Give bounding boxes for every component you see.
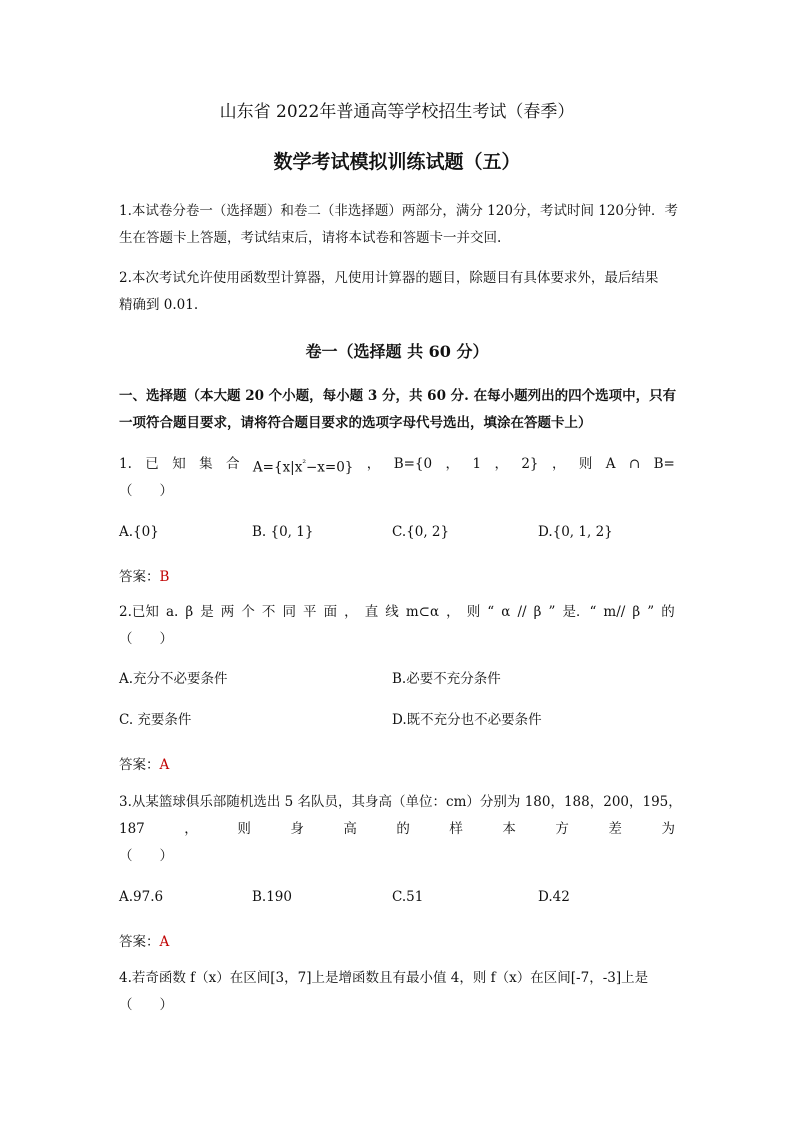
question-2-token: //: [517, 604, 527, 620]
question-3-token: 样: [449, 821, 463, 837]
question-2-token: ”: [647, 604, 655, 620]
question-1-token: 已: [145, 456, 159, 472]
question-2-token: 平: [303, 604, 317, 620]
question-1-token: 合: [226, 456, 240, 472]
question-2-option-c: C. 充要条件: [119, 712, 192, 728]
question-3-option-d: D.42: [538, 889, 570, 905]
question-3-token: 则: [237, 821, 251, 837]
question-1-token: $A=\{x|x^{^2}-x=0\}$: [252, 459, 354, 476]
question-1-token: 则: [578, 456, 593, 472]
question-1-answer-value: B: [159, 569, 170, 585]
question-2-token: a.: [165, 604, 179, 620]
question-2-token: 不: [261, 604, 276, 620]
question-2-token: 面: [323, 604, 338, 620]
question-2-option-b: B.必要不充分条件: [392, 671, 501, 687]
question-2-token: ”: [548, 604, 556, 620]
question-2-token: β: [632, 604, 641, 620]
question-2-token: ，: [446, 604, 460, 620]
question-1-option-b: B. {0, 1}: [252, 524, 314, 540]
question-2-token: ，: [344, 604, 358, 620]
question-2-token: 直: [364, 604, 379, 620]
question-1-option-a: A.{0}: [119, 524, 159, 540]
question-2-token: 个: [241, 604, 255, 620]
question-1-blank: （ ）: [119, 483, 173, 499]
note-2-line-2: 精确到 0.01.: [119, 297, 199, 313]
question-3-token: 本: [502, 821, 516, 837]
question-4-stem-line-1: 4.若奇函数 f（x）在区间[3，7]上是增函数且有最小值 4，则 f（x）在区间[-7，-3]上是: [119, 970, 649, 986]
question-3-token: 的: [396, 821, 410, 837]
question-2-token: 线: [385, 604, 399, 620]
question-3-token: ，: [184, 821, 198, 837]
question-2-option-d: D.既不充分也不必要条件: [392, 712, 542, 728]
question-3-option-a: A.97.6: [119, 889, 164, 905]
question-2-token: 的: [661, 604, 675, 620]
question-3-token: 差: [608, 821, 622, 837]
question-1-option-c: C.{0, 2}: [392, 524, 450, 540]
question-3-answer: 答案：A: [119, 934, 170, 950]
question-3-token: 高: [343, 821, 357, 837]
question-1-token: 1: [472, 456, 482, 472]
note-1-line-1: 1.本试卷分卷一（选择题）和卷二（非选择题）两部分，满分 120分，考试时间 120分钟．考: [119, 203, 678, 219]
question-1-token: 知: [172, 456, 186, 472]
question-3-token: 身: [290, 821, 304, 837]
exam-paper-title: 数学考试模拟训练试题（五）: [273, 151, 521, 173]
question-1-answer: 答案：B: [119, 569, 170, 585]
question-3-token: 方: [555, 821, 569, 837]
question-2-token: m//: [603, 604, 626, 620]
question-2-blank: （ ）: [119, 631, 173, 647]
question-1-token: 2}: [521, 456, 539, 472]
question-1-option-d: D.{0, 1, 2}: [538, 524, 613, 540]
question-2-token: 同: [282, 604, 296, 620]
question-1-token: B={0: [393, 456, 433, 472]
question-2-token: β: [185, 604, 194, 620]
question-3-token: 为: [661, 821, 675, 837]
exam-header-title: 山东省 2022年普通高等学校招生考试（春季）: [219, 102, 575, 122]
question-2-token: 是．“: [562, 604, 597, 620]
question-4-blank: （ ）: [119, 997, 173, 1013]
question-2-stem: [119, 602, 675, 622]
question-3-stem-line-1: 3.从某篮球俱乐部随机选出 5 名队员，其身高（单位：cm）分别为 180，188，200，195，: [119, 794, 682, 810]
question-1-token: 集: [199, 456, 213, 472]
question-2-option-a: A.充分不必要条件: [119, 671, 228, 687]
question-1-token: ，: [494, 456, 508, 472]
question-2-token: “: [487, 604, 495, 620]
question-2-token: 2.已知: [119, 604, 159, 620]
question-1-token: B=: [653, 456, 675, 472]
question-2-token: 两: [220, 604, 235, 620]
question-3-option-b: B.190: [252, 889, 292, 905]
section-title: 卷一（选择题 共 60 分）: [305, 342, 489, 361]
question-1-token: ，: [551, 456, 566, 472]
section-instructions-line-2: 一项符合题目要求，请将符合题目要求的选项字母代号选出，填涂在答题卡上）: [119, 415, 592, 431]
question-2-answer-value: A: [159, 757, 170, 773]
question-1-token: ∩: [628, 456, 641, 472]
question-2-token: 是: [200, 604, 214, 620]
section-instructions-line-1: 一、选择题（本大题 20 个小题，每小题 3 分，共 60 分. 在每小题列出的四个选项中，只有: [119, 388, 677, 404]
question-1-token: ，: [366, 456, 381, 472]
question-1-stem: [119, 454, 675, 478]
note-1-line-2: 生在答题卡上答题，考试结束后，请将本试卷和答题卡一并交回.: [119, 230, 502, 246]
question-2-answer: 答案：A: [119, 757, 170, 773]
question-1-token: 1.: [119, 456, 132, 472]
question-3-answer-value: A: [159, 934, 170, 950]
question-2-token: 则: [466, 604, 481, 620]
question-3-option-c: C.51: [392, 889, 424, 905]
note-2-line-1: 2.本次考试允许使用函数型计算器，凡使用计算器的题目，除题目有具体要求外，最后结果: [119, 270, 659, 286]
question-2-token: β: [533, 604, 542, 620]
question-2-token: m⊂α: [405, 604, 440, 620]
question-1-token: ，: [445, 456, 460, 472]
question-2-token: α: [501, 604, 511, 620]
question-1-token: A: [605, 456, 616, 472]
question-3-blank: （ ）: [119, 848, 173, 864]
question-3-stem-line-2: [119, 819, 675, 839]
question-3-token: 187: [119, 821, 145, 837]
